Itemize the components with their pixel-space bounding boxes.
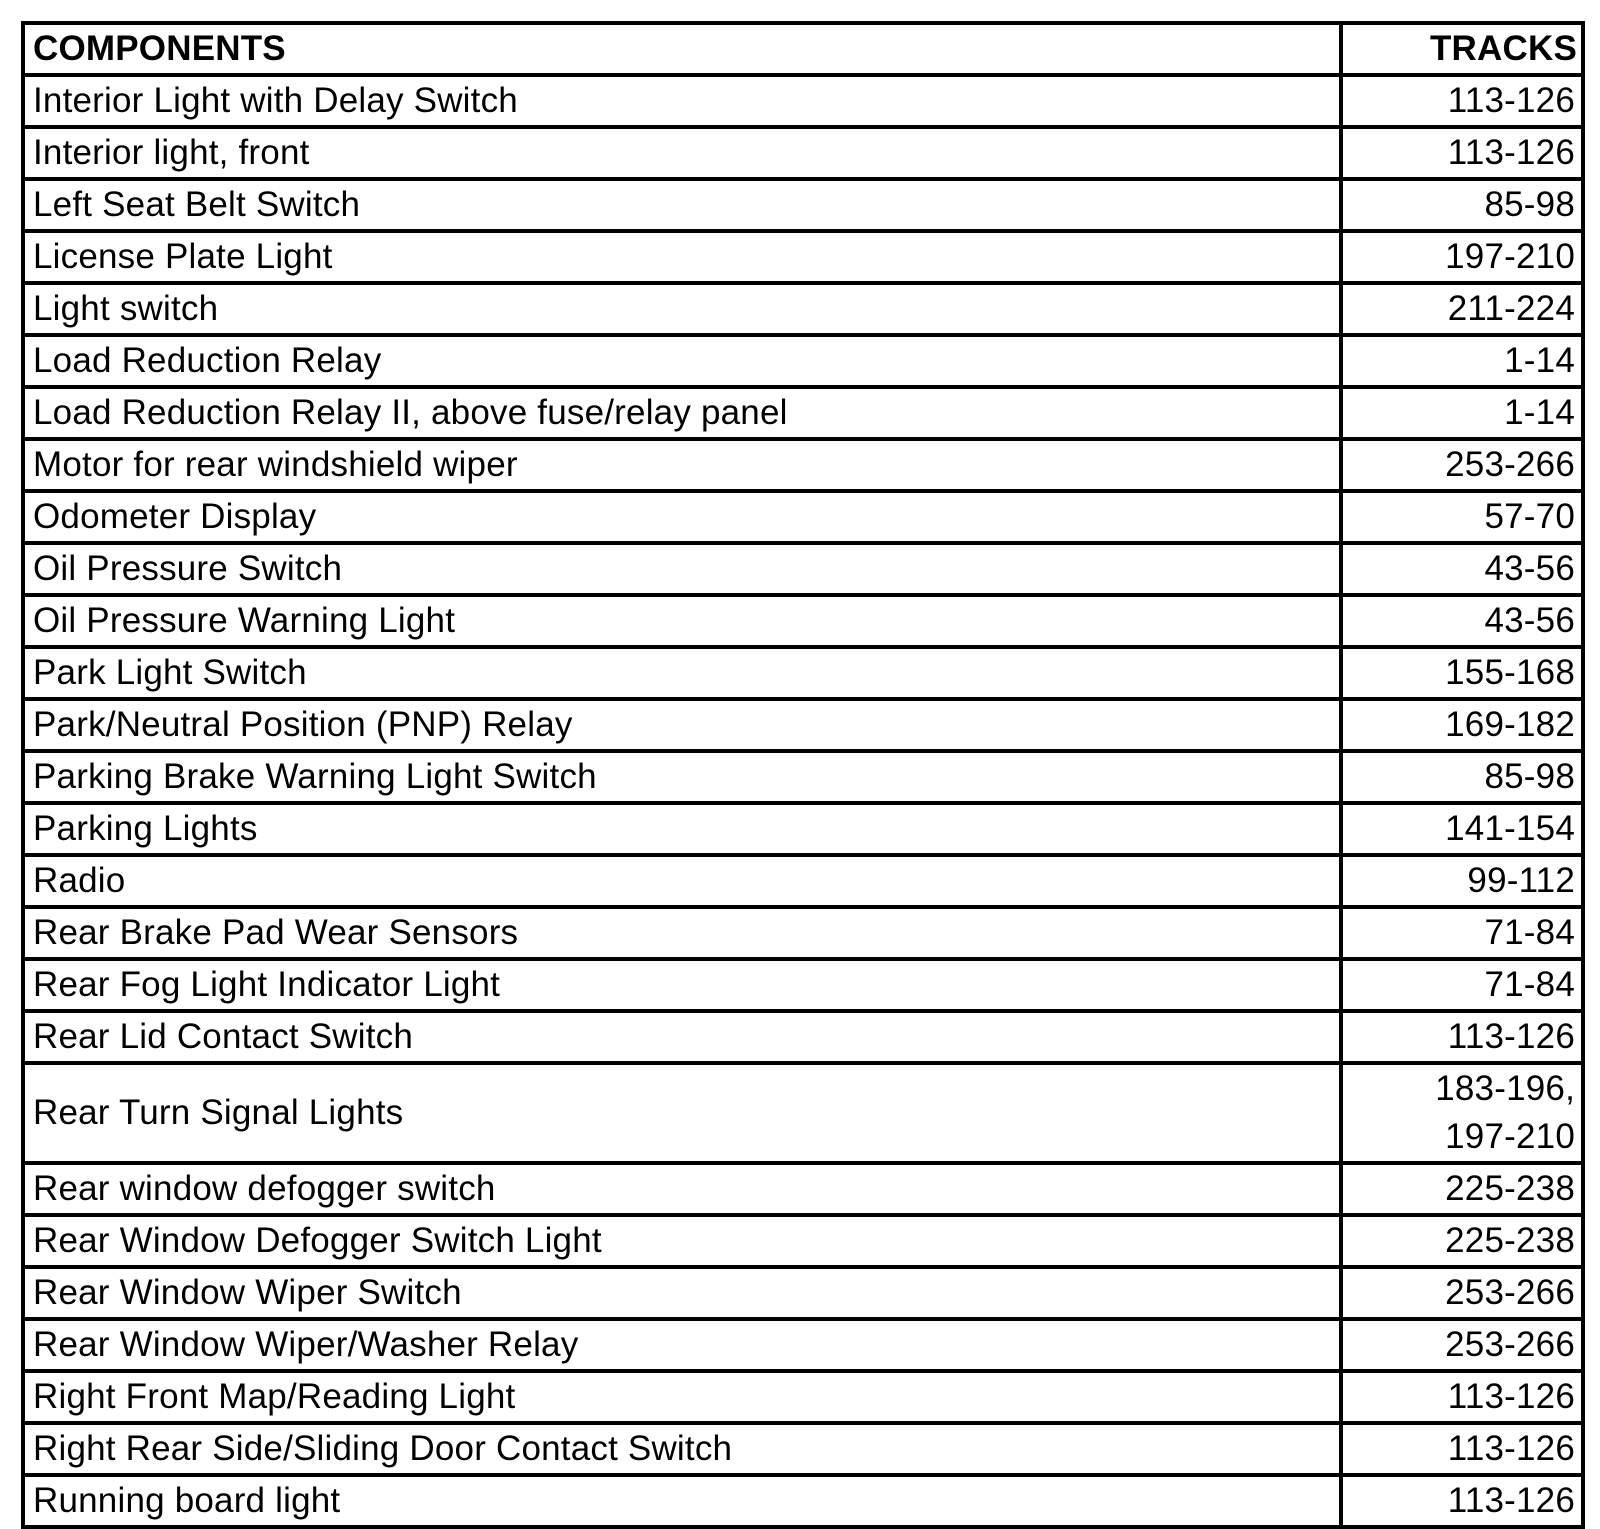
component-name-cell: Running board light	[23, 1475, 1341, 1527]
component-name-cell: Radio	[23, 855, 1341, 907]
tracks-cell	[1341, 335, 1583, 387]
component-name-cell: Rear Window Wiper Switch	[23, 1267, 1341, 1319]
tracks-cell	[1341, 751, 1583, 803]
table-row	[23, 959, 1583, 1011]
tracks-column-header: TRACKS	[1341, 23, 1583, 75]
table-row	[23, 283, 1583, 335]
tracks-cell	[1341, 1267, 1583, 1319]
component-name-cell: Odometer Display	[23, 491, 1341, 543]
tracks-value: 253-266	[1445, 1325, 1575, 1364]
tracks-cell	[1341, 1163, 1583, 1215]
component-name-cell: Rear Fog Light Indicator Light	[23, 959, 1341, 1011]
table-row	[23, 439, 1583, 491]
table-body	[23, 75, 1583, 1527]
component-name-cell: Light switch	[23, 283, 1341, 335]
table-row	[23, 127, 1583, 179]
tracks-cell	[1341, 1011, 1583, 1063]
tracks-value: 99-112	[1467, 861, 1575, 900]
component-name-cell: Interior Light with Delay Switch	[23, 75, 1341, 127]
tracks-cell	[1341, 699, 1583, 751]
components-tracks-sheet	[21, 21, 1581, 1529]
tracks-value: 1-14	[1504, 393, 1575, 432]
tracks-value: 71-84	[1484, 965, 1575, 1004]
tracks-value: 113-126	[1447, 1481, 1575, 1520]
table-row	[23, 751, 1583, 803]
component-name-cell: Rear Window Wiper/Washer Relay	[23, 1319, 1341, 1371]
tracks-value: 57-70	[1484, 497, 1575, 536]
table-row	[23, 699, 1583, 751]
tracks-value: 211-224	[1447, 289, 1575, 328]
components-column-header: COMPONENTS	[23, 23, 1341, 75]
component-name-cell: Oil Pressure Warning Light	[23, 595, 1341, 647]
tracks-cell	[1341, 283, 1583, 335]
header-row	[23, 23, 1583, 75]
table-row	[23, 75, 1583, 127]
tracks-cell	[1341, 75, 1583, 127]
component-name-cell: Park Light Switch	[23, 647, 1341, 699]
tracks-cell	[1341, 907, 1583, 959]
tracks-value: 225-238	[1445, 1221, 1575, 1260]
component-name-cell: Park/Neutral Position (PNP) Relay	[23, 699, 1341, 751]
table-row	[23, 335, 1583, 387]
tracks-value: 113-126	[1447, 81, 1575, 120]
table-row	[23, 1475, 1583, 1527]
component-name-cell: Parking Lights	[23, 803, 1341, 855]
tracks-value: 1-14	[1504, 341, 1575, 380]
tracks-value: 113-126	[1447, 1017, 1575, 1056]
table-row	[23, 387, 1583, 439]
component-name-cell: Rear Window Defogger Switch Light	[23, 1215, 1341, 1267]
tracks-cell	[1341, 1215, 1583, 1267]
component-name-cell: Load Reduction Relay	[23, 335, 1341, 387]
tracks-cell	[1341, 491, 1583, 543]
tracks-value: 225-238	[1445, 1169, 1575, 1208]
table-row	[23, 907, 1583, 959]
component-name-cell: Interior light, front	[23, 127, 1341, 179]
tracks-value: 169-182	[1445, 705, 1575, 744]
tracks-cell	[1341, 595, 1583, 647]
tracks-cell	[1341, 647, 1583, 699]
component-name-cell: Right Front Map/Reading Light	[23, 1371, 1341, 1423]
table-row	[23, 491, 1583, 543]
tracks-value: 43-56	[1484, 601, 1575, 640]
tracks-cell	[1341, 1371, 1583, 1423]
tracks-cell	[1341, 1475, 1583, 1527]
components-table	[21, 21, 1585, 1529]
tracks-value: 85-98	[1484, 757, 1575, 796]
table-row	[23, 1267, 1583, 1319]
table-row	[23, 543, 1583, 595]
table-row	[23, 1063, 1583, 1163]
tracks-value: 85-98	[1484, 185, 1575, 224]
table-row	[23, 595, 1583, 647]
component-name-cell: Motor for rear windshield wiper	[23, 439, 1341, 491]
tracks-cell	[1341, 803, 1583, 855]
table-row	[23, 1163, 1583, 1215]
tracks-value: 183-196,	[1435, 1069, 1575, 1108]
tracks-value: 43-56	[1484, 549, 1575, 588]
tracks-value: 253-266	[1445, 445, 1575, 484]
table-row	[23, 647, 1583, 699]
tracks-value: 253-266	[1445, 1273, 1575, 1312]
table-row	[23, 179, 1583, 231]
tracks-cell	[1341, 439, 1583, 491]
component-name-cell: Rear Brake Pad Wear Sensors	[23, 907, 1341, 959]
component-name-cell: Parking Brake Warning Light Switch	[23, 751, 1341, 803]
tracks-cell	[1341, 179, 1583, 231]
tracks-cell	[1341, 1319, 1583, 1371]
component-name-cell: Rear window defogger switch	[23, 1163, 1341, 1215]
tracks-value: 141-154	[1445, 809, 1575, 848]
tracks-cell	[1341, 127, 1583, 179]
tracks-value: 113-126	[1447, 133, 1575, 172]
tracks-value: 113-126	[1447, 1377, 1575, 1416]
table-row	[23, 803, 1583, 855]
component-name-cell: Oil Pressure Switch	[23, 543, 1341, 595]
component-name-cell: Load Reduction Relay II, above fuse/relay panel	[23, 387, 1341, 439]
table-row	[23, 1423, 1583, 1475]
component-name-cell: Right Rear Side/Sliding Door Contact Switch	[23, 1423, 1341, 1475]
tracks-value: 197-210	[1445, 237, 1575, 276]
tracks-cell	[1341, 959, 1583, 1011]
component-name-cell: License Plate Light	[23, 231, 1341, 283]
tracks-cell	[1341, 543, 1583, 595]
table-row	[23, 1011, 1583, 1063]
tracks-value: 113-126	[1447, 1429, 1575, 1468]
table-row	[23, 855, 1583, 907]
component-name-cell: Rear Lid Contact Switch	[23, 1011, 1341, 1063]
tracks-value: 197-210	[1445, 1117, 1575, 1156]
tracks-cell	[1341, 855, 1583, 907]
tracks-cell	[1341, 1063, 1583, 1163]
table-row	[23, 1319, 1583, 1371]
tracks-value: 71-84	[1484, 913, 1575, 952]
tracks-cell	[1341, 387, 1583, 439]
table-row	[23, 231, 1583, 283]
table-row	[23, 1215, 1583, 1267]
component-name-cell: Rear Turn Signal Lights	[23, 1063, 1341, 1163]
table-row	[23, 1371, 1583, 1423]
tracks-value: 155-168	[1445, 653, 1575, 692]
component-name-cell: Left Seat Belt Switch	[23, 179, 1341, 231]
tracks-cell	[1341, 231, 1583, 283]
tracks-cell	[1341, 1423, 1583, 1475]
